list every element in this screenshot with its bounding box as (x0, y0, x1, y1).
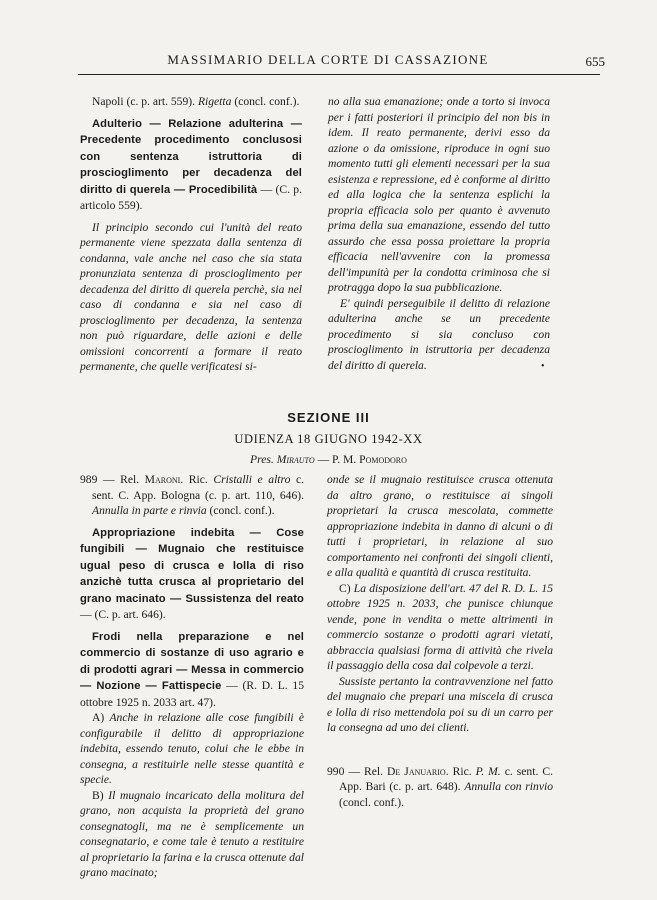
hearing-date: UDIENZA 18 GIUGNO 1942-XX (234, 432, 423, 446)
point-a-label: A) (92, 711, 110, 724)
point-b-label: B) (92, 788, 109, 802)
heading-2-text: Frodi nella preparazione e nel commercio di sostanze di uso agrario e di prodotti agrari — Messa in commercio — Nozione — Fattispecie (80, 630, 304, 692)
case-990-rel-name: De Januario. (387, 764, 449, 778)
pres-label: Pres. (250, 453, 274, 466)
point-b (80, 788, 304, 881)
page-number: 655 (585, 54, 605, 69)
ink-mark: • (541, 361, 545, 372)
case-heading (80, 116, 302, 214)
point-a (80, 710, 304, 788)
header-rule (78, 74, 600, 75)
case-990-number: 990 (327, 764, 345, 778)
case-reference (80, 94, 302, 110)
case-990-outcome: Annulla con rinvio (464, 780, 553, 793)
pm-name: Pomodoro (359, 453, 407, 466)
case-990-court: c. sent. C. App. Bari (c. p. art. 648). (339, 764, 553, 793)
rel-label: — Rel. (97, 473, 145, 486)
principle-text: Il principio secondo cui l'unità del reato permanente viene spezzata dalla sentenza di condanna, vale anche nel caso che sia stata pronunziata sentenza di proscioglimento per decadenza del diritto di querela perchè, sia nel caso di condanna e sia nel caso di proscioglimento per decadenza, la sentenza non può riguardare, delle azioni e delle omissioni concorrenti a formare il reato permanente, che quelle verificatesi si- (80, 220, 302, 373)
pres-name: Mirauto (276, 453, 315, 466)
point-b-text: Il mugnaio incaricato della molitura del grano, non acquista la proprietà del grano consegnatogli, ma ne è semplicemente un consegnatario, e come tale è tenuto a restituire al proprietario la farina e la crusca ottenute dal grano macinato; (80, 788, 304, 879)
ric-label: Ric. (183, 473, 214, 486)
heading-text: Adulterio — Relazione adulterina — Precedente procedimento conclusosi con sentenza istruttoria di proscioglimento per decadenza del diritto di querela — Procedibilità (80, 117, 302, 196)
point-c-text: La disposizione dell'art. 47 del R. D. L. 15 ottobre 1925 n. 2033, che punisce chiunque vende, pone in vendita o mette altrimenti in commercio sostanze o prodotti agrari vietati, abbraccia qualsiasi forma di attività che rivela il passaggio della cosa dal colpevole a terzi. (327, 581, 553, 672)
top-left-column (80, 94, 302, 375)
heading-2-ref: — (R. D. L. 15 ottobre 1925 n. 2033 art. 47). (80, 679, 304, 709)
court: c. sent. C. App. Bologna (c. p. art. 110, 646). (92, 473, 304, 502)
pm-label: — P. M. (317, 453, 357, 466)
presidency-line (0, 453, 657, 466)
section-title: SEZIONE III (287, 410, 370, 425)
ref-line: Napoli (c. p. art. 559). (92, 95, 198, 108)
continuation-3: Sussiste pertanto la contravvenzione nel fatto del mugnaio che prepari una miscela di crusca e lolla di riso mettendola poi su di un carro per la consegna ad uno dei clienti. (327, 674, 553, 734)
ric-name: Cristalli e altro (213, 473, 291, 486)
case-989-heading-2 (80, 629, 304, 711)
ref-tail: (concl. conf.). (231, 95, 300, 108)
right-paragraph-1: no alla sua emanazione; onde a torto si invoca per i fatti posteriori il principio del non bis in idem. Il reato permanente, derivi esso da azione o da omissione, riproduce in ogni suo momento tutti gli elementi necessari per la sua esistenza e repressione, ed è conforme al diritto ed alla logica che la sentenza esplichi la propria efficacia solo per quanto è avvenuto prima della sua emanazione, essendo del tutto assurdo che essa possa proiettare la propria efficacia nell'avvenire con la promessa dell'impunità per la condotta criminosa che si protragga dopo la sua pubblicazione. (328, 95, 550, 294)
heading-1-text: Appropriazione indebita — Cose fungibili — Mugnaio che restituisce ugual peso di crusca e lolla di riso anzichè tutta crusca al proprietario del grano macinato — Sussistenza del reato (80, 526, 304, 605)
bottom-right-column (327, 472, 553, 810)
case-990-reference (327, 764, 553, 811)
continuation-1: onde se il mugnaio restituisce crusca ottenuta da altro grano, o restituisce ai singoli proprietari la crusca mescolata, commette appropriazione indebita in danno di alcuni o di tutti i proprietari, in relazione al suo comportamento nei confronti dei singoli clienti, e alla qualità e quantità di crusca restituita. (327, 473, 553, 579)
bottom-left-column (80, 472, 304, 881)
ref-outcome: Rigetta (197, 95, 232, 108)
top-right-column (328, 94, 550, 373)
running-title: MASSIMARIO DELLA CORTE DI CASSAZIONE (167, 52, 489, 67)
case-990-concl: (concl. conf.). (339, 795, 405, 809)
right-paragraph-2: E' quindi perseguibile il delitto di relazione adulterina anche se un precedente procedimento si sia concluso con proscioglimento in istruttoria per decadenza del diritto di querela. (328, 296, 550, 372)
heading-1-ref: — (C. p. art. 646). (80, 608, 166, 621)
rel-name: Maroni. (144, 473, 184, 486)
heading-ref: — (C. p. articolo 559). (80, 182, 302, 212)
point-c-label: C) (339, 581, 354, 595)
concl: (concl. conf.). (206, 504, 275, 517)
continuation-2 (327, 581, 553, 674)
case-989-heading-1 (80, 525, 304, 623)
case-990-ric-label: Ric. (448, 764, 476, 778)
outcome: Annulla in parte e rinvia (92, 504, 207, 517)
case-number: 989 (80, 473, 98, 486)
point-a-text: Anche in relazione alle cose fungibili è configurabile il delitto di appropriazione indebita, essendo tenuto, colui che le ebbe in consegna, a restituirle nelle stesse quantità e specie. (80, 711, 304, 786)
case-989-reference (80, 472, 304, 519)
case-990-ric-name: P. M. (475, 764, 501, 778)
case-990-rel-label: — Rel. (344, 764, 388, 778)
